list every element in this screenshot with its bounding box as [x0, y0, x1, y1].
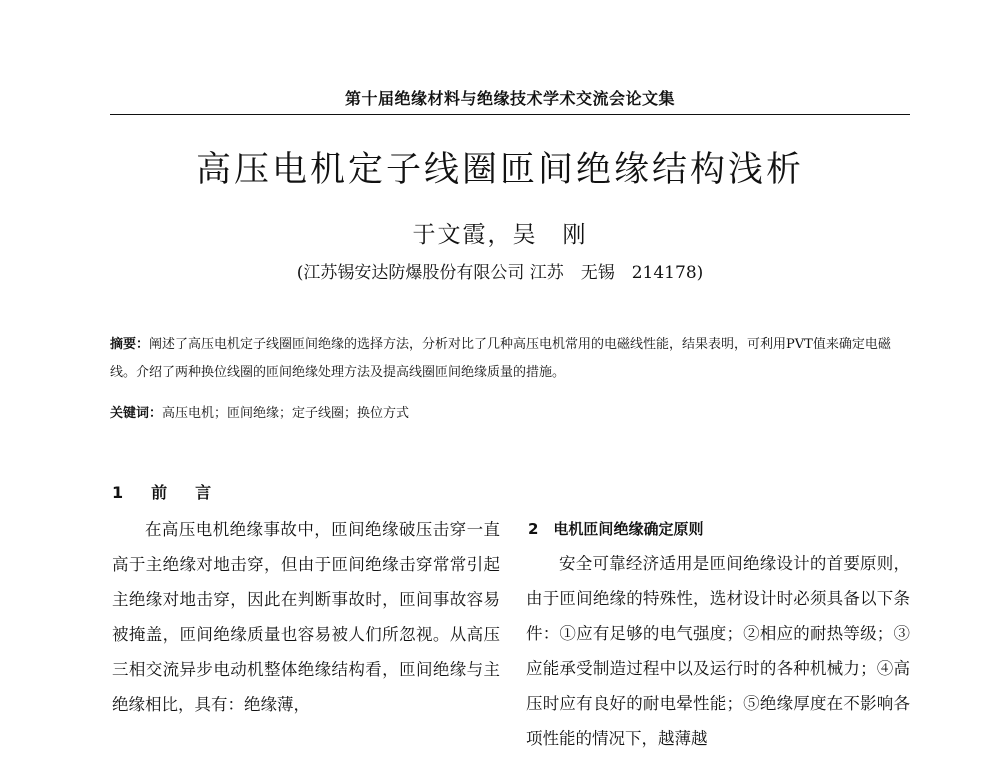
paper-authors: 于文霞，吴 刚: [412, 222, 588, 248]
abstract-label: 摘要：: [110, 337, 150, 352]
section-2-body: 安全可靠经济适用是匝间绝缘设计的首要原则，由于匝间绝缘的特殊性，选材设计时必须具备以下条件：①应有足够的电气强度；②相应的耐热等级；③应能承受制造过程中以及运行时的各种机械力；④高压时应有良好的耐电晕性能；⑤绝缘厚度在不影响各项性能的情况下，越薄越: [526, 554, 910, 748]
keywords-label: 关键词：: [110, 406, 163, 421]
abstract-text: 阐述了高压电机定子线圈匝间绝缘的选择方法，分析对比了几种高压电机常用的电磁线性能，结果表明，可利用PVT值来确定电磁线。介绍了两种换位线圈的匝间绝缘处理方法及提高线圈匝间绝缘质量的措施。: [110, 337, 891, 380]
section-2-heading: 2 电机匝间绝缘确定原则: [528, 520, 704, 538]
paper-title: 高压电机定子线圈匝间绝缘结构浅析: [195, 150, 804, 190]
paper-affiliation: (江苏锡安达防爆股份有限公司 江苏 无锡 214178): [296, 263, 704, 283]
section-1-heading: 1 前 言: [112, 483, 218, 502]
journal-header: 第十届绝缘材料与绝缘技术学术交流会论文集: [344, 89, 675, 108]
keywords: [110, 404, 910, 424]
header-rule: [110, 114, 910, 115]
keywords-text: 高压电机；匝间绝缘；定子线圈；换位方式: [162, 406, 410, 421]
section-1-body: 在高压电机绝缘事故中，匝间绝缘破压击穿一直高于主绝缘对地击穿，但由于匝间绝缘击穿常常引起主绝缘对地击穿，因此在判断事故时，匝间事故容易被掩盖，匝间绝缘质量也容易被人们所忽视。从高压三相交流异步电动机整体绝缘结构看，匝间绝缘与主绝缘相比，具有：绝缘薄，: [112, 520, 500, 714]
abstract: [110, 331, 910, 387]
